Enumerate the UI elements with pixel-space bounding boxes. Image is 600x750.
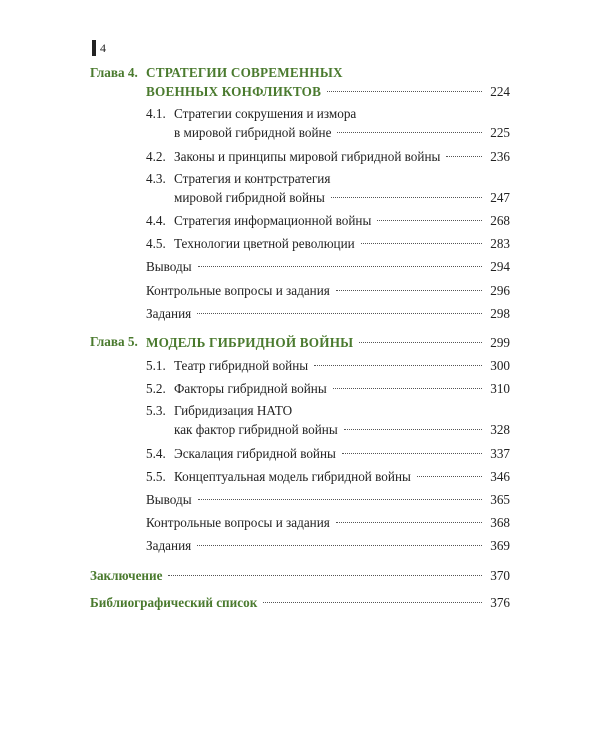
toc-item-4-5[interactable]	[146, 234, 510, 253]
leader-dots	[197, 300, 482, 314]
leader-dots	[337, 119, 482, 133]
section-page: 346	[490, 468, 510, 484]
chapter-4-title-line1: СТРАТЕГИИ СОВРЕМЕННЫХ	[146, 65, 343, 80]
leader-dots	[336, 276, 482, 290]
leader-dots	[377, 207, 482, 221]
toc-item-4-tasks[interactable]	[146, 304, 510, 323]
section-number: 4.1.	[146, 106, 166, 122]
toc-item-4-2[interactable]	[146, 146, 510, 165]
leader-dots	[336, 509, 482, 523]
leader-dots	[198, 253, 482, 267]
chapter-5-title: МОДЕЛЬ ГИБРИДНОЙ ВОЙНЫ	[146, 334, 354, 350]
section-title: Факторы гибридной войны	[174, 381, 327, 397]
leader-dots	[417, 463, 482, 477]
chapter-4-page: 224	[490, 84, 510, 100]
section-page: 268	[490, 212, 510, 228]
leader-dots	[197, 532, 482, 546]
section-page: 310	[490, 381, 510, 397]
bibliography-entry[interactable]	[90, 593, 510, 612]
page-number-bar	[92, 40, 96, 56]
conclusion-entry[interactable]	[90, 565, 510, 584]
chapter-4-heading[interactable]	[90, 64, 510, 101]
section-page: 225	[490, 125, 510, 141]
toc-item-4-1[interactable]	[146, 105, 510, 142]
leader-dots	[331, 184, 482, 198]
leader-dots	[359, 329, 482, 343]
toc-item-5-1[interactable]	[146, 356, 510, 375]
tail-page: 369	[490, 538, 510, 554]
section-title: Гибридизация НАТО	[174, 403, 293, 419]
section-title: Стратегия и контрстратегия	[174, 170, 331, 186]
leader-dots	[361, 230, 482, 244]
leader-dots	[344, 416, 482, 430]
chapter-4-title-line2: ВОЕННЫХ КОНФЛИКТОВ	[146, 84, 322, 100]
section-title-cont: как фактор гибридной войны	[174, 422, 338, 438]
section-page: 247	[490, 189, 510, 205]
leader-dots	[198, 486, 482, 500]
chapter-5-page: 299	[490, 334, 510, 350]
section-page: 236	[490, 148, 510, 164]
leader-dots	[446, 142, 482, 156]
chapter-5-number: Глава 5.	[90, 333, 138, 349]
section-title: Стратегии сокрушения и измора	[174, 106, 357, 122]
leader-dots	[327, 78, 482, 92]
section-page: 337	[490, 445, 510, 461]
section-title-cont: мировой гибридной войны	[174, 189, 325, 205]
tail-label: Выводы	[146, 259, 192, 275]
tail-page: 298	[490, 305, 510, 321]
tail-page: 365	[490, 492, 510, 507]
section-page: 328	[490, 422, 510, 438]
page-number	[92, 39, 106, 57]
section-title: Законы и принципы мировой гибридной войны	[174, 148, 441, 164]
tail-label: Задания	[146, 305, 192, 321]
toc-item-4-conclusions[interactable]	[146, 257, 510, 276]
table-of-contents	[90, 64, 510, 616]
tail-label: Контрольные вопросы и задания	[146, 282, 330, 298]
conclusion-page: 370	[490, 567, 510, 583]
section-number: 4.2.	[146, 148, 166, 164]
section-title: Концептуальная модель гибридной войны	[174, 468, 411, 484]
tail-label: Контрольные вопросы и задания	[146, 515, 330, 531]
toc-item-5-5[interactable]	[146, 467, 510, 486]
section-number: 4.3.	[146, 170, 166, 186]
toc-item-5-conclusions[interactable]	[146, 490, 510, 509]
conclusion-label: Заключение	[90, 567, 163, 583]
chapter-5-heading[interactable]	[90, 333, 510, 352]
bibliography-page: 376	[490, 594, 510, 610]
toc-item-5-3[interactable]	[146, 402, 510, 439]
section-number: 4.5.	[146, 236, 166, 252]
section-number: 5.4.	[146, 445, 166, 461]
leader-dots	[168, 561, 482, 575]
toc-item-4-questions[interactable]	[146, 280, 510, 299]
leader-dots	[314, 352, 482, 366]
section-title: Театр гибридной войны	[174, 358, 309, 374]
section-page: 283	[490, 236, 510, 252]
section-title: Технологии цветной революции	[174, 236, 355, 252]
section-number: 5.5.	[146, 468, 166, 484]
leader-dots	[333, 375, 482, 389]
section-number: 5.1.	[146, 358, 166, 374]
toc-item-4-4[interactable]	[146, 211, 510, 230]
section-title: Эскалация гибридной войны	[174, 445, 336, 461]
section-number: 4.4.	[146, 212, 166, 228]
page-number-text: 4	[100, 40, 106, 55]
toc-item-5-4[interactable]	[146, 443, 510, 462]
tail-page: 296	[490, 282, 510, 298]
chapter-4-number: Глава 4.	[90, 65, 138, 80]
tail-label: Выводы	[146, 492, 192, 507]
section-page: 300	[490, 358, 510, 374]
toc-item-5-tasks[interactable]	[146, 536, 510, 555]
leader-dots	[342, 439, 482, 453]
toc-item-4-3[interactable]	[146, 170, 510, 207]
tail-label: Задания	[146, 538, 192, 554]
toc-item-5-2[interactable]	[146, 379, 510, 398]
section-number: 5.2.	[146, 381, 166, 397]
bibliography-label: Библиографический список	[90, 594, 258, 610]
tail-page: 294	[490, 259, 510, 275]
toc-item-5-questions[interactable]	[146, 513, 510, 532]
section-title: Стратегия информационной войны	[174, 212, 372, 228]
section-number: 5.3.	[146, 403, 166, 419]
leader-dots	[263, 589, 482, 603]
section-title-cont: в мировой гибридной войне	[174, 125, 332, 141]
tail-page: 368	[490, 515, 510, 531]
